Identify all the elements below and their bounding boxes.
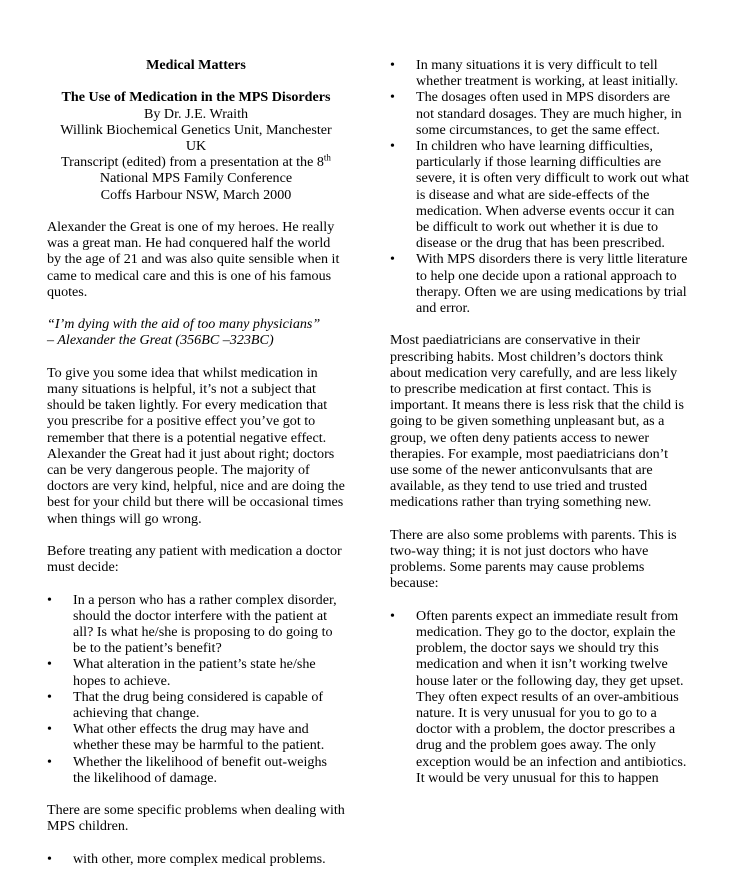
author-line: By Dr. J.E. Wraith — [143, 105, 249, 122]
bullet-dot-icon: • — [47, 721, 52, 738]
quote-line-1: “I’m dying with the aid of too many physicians” — [47, 316, 321, 333]
paragraph-medication-caution: To give you some idea that whilst medication in many situations is helpful, it’s not a subject that should be taken lightly. For every medication that you prescribe for a positive effect you’ve got to remember that there is a potential negative effect. Alexander the Great had it just about right; doctors can be very dangerous people. The majority of doctors are very kind, helpful, nice and are doing the best for your child but there will be occasional times when things will go wrong. — [47, 364, 345, 527]
bullet-dot-icon: • — [390, 251, 395, 268]
conference-line: National MPS Family Conference — [99, 170, 293, 187]
bullet-dot-icon: • — [47, 656, 52, 673]
paragraph-intro: Alexander the Great is one of my heroes. He really was a great man. He had conquered half the world by the age of 21 and was also quite sensible when it came to medical care and this is one of his famous quotes. — [47, 219, 340, 300]
list-item — [47, 689, 345, 721]
bullet-dot-icon: • — [390, 607, 395, 624]
paragraph-parents: There are also some problems with parents. This is two-way thing; it is not just doctors who have problems. Some parents may cause problems because: — [390, 526, 677, 592]
bullet-dot-icon: • — [390, 89, 395, 106]
bullet-dot-icon: • — [47, 688, 52, 705]
list-item — [390, 608, 690, 786]
list-item-text: With MPS disorders there is very little literature to help one decide upon a rational approach to therapy. Often we are using medications by trial and error. — [416, 251, 688, 317]
mps-problems-bullet-list — [390, 57, 690, 316]
list-item-text: Often parents expect an immediate result from medication. They go to the doctor, explain the problem, the doctor says we should try this medication and when it isn’t working twelve house later or the following day, they get upset. They often expect results of an over-ambitious nature. It is very unusual for you to go to a doctor with a problem, the doctor prescribes a drug and the problem goes away. The only exception would be an infection and antibiotics. It would be very unusual for this to happen — [416, 607, 687, 786]
list-item — [47, 754, 345, 786]
affiliation-line-1: Willink Biochemical Genetics Unit, Manchester — [60, 121, 332, 138]
list-item — [390, 57, 690, 89]
location-line: Coffs Harbour NSW, March 2000 — [100, 186, 292, 203]
list-item-text: What alteration in the patient’s state he/she hopes to achieve. — [73, 656, 316, 689]
list-item — [47, 592, 345, 657]
paragraph-paediatricians: Most paediatricians are conservative in their prescribing habits. Most children’s doctors think about medication very carefully, and are less likely to prescribe medication at first contact. This is important. It means there is less risk that the child is going to be given something unpleasant but, as a group, we often deny patients access to newer therapies. For example, most paediatricians don’t use some of the newer anticonvulsants that are available, as they tend to use tried and trusted medications rather than trying something new. — [390, 332, 684, 511]
list-item-text: Whether the likelihood of benefit out-weighs the likelihood of damage. — [73, 753, 328, 786]
bullet-dot-icon: • — [47, 753, 52, 770]
transcript-text: Transcript (edited) from a presentation at the 8 — [61, 154, 324, 171]
list-item — [390, 138, 690, 251]
list-item-text: In a person who has a rather complex disorder, should the doctor interfere with the patient at all? Is what he/she is proposing to do going to be to the patient’s benefit? — [73, 591, 337, 657]
affiliation-line-2: UK — [185, 138, 207, 154]
bullet-dot-icon: • — [390, 138, 395, 155]
transcript-superscript: th — [323, 152, 331, 163]
list-item-text: That the drug being considered is capable of achieving that change. — [73, 688, 324, 722]
paragraph-doctor-must-decide: Before treating any patient with medication a doctor must decide: — [47, 543, 342, 576]
list-item-text: with other, more complex medical problems. — [73, 850, 326, 867]
list-item — [47, 721, 345, 753]
mps-bullet-list — [47, 851, 345, 867]
bullet-dot-icon: • — [390, 57, 395, 73]
list-item-text: What other effects the drug may have and whether these may be harmful to the patient. — [73, 721, 325, 754]
list-item-text: In children who have learning difficulties, particularly if those learning difficulties are severe, it is often very difficult to work out what is disease and what are side-effects of the medication. When adverse events occur it can be difficult to work out whether it is due to disease or the drug that has been prescribed. — [416, 138, 689, 252]
left-column — [47, 57, 345, 867]
list-item-text: The dosages often used in MPS disorders are not standard dosages. They are much higher, in some circumstances, to get the same effect. — [416, 89, 682, 138]
list-item — [390, 89, 690, 138]
list-item-text: In many situations it is very difficult to tell whether treatment is working, at least initially. — [416, 57, 679, 90]
bullet-dot-icon: • — [47, 850, 52, 867]
paragraph-mps-problems: There are some specific problems when dealing with MPS children. — [47, 802, 345, 835]
list-item — [47, 656, 345, 688]
article-title: The Use of Medication in the MPS Disorders — [61, 89, 331, 106]
bullet-dot-icon: • — [47, 591, 52, 608]
section-heading: Medical Matters — [146, 57, 246, 73]
right-column — [390, 57, 690, 786]
quote-line-2: – Alexander the Great (356BC –323BC) — [47, 332, 274, 349]
parents-bullet-list — [390, 608, 690, 786]
transcript-line — [47, 154, 345, 170]
list-item — [390, 251, 690, 316]
decision-bullet-list — [47, 592, 345, 786]
list-item — [47, 851, 345, 867]
